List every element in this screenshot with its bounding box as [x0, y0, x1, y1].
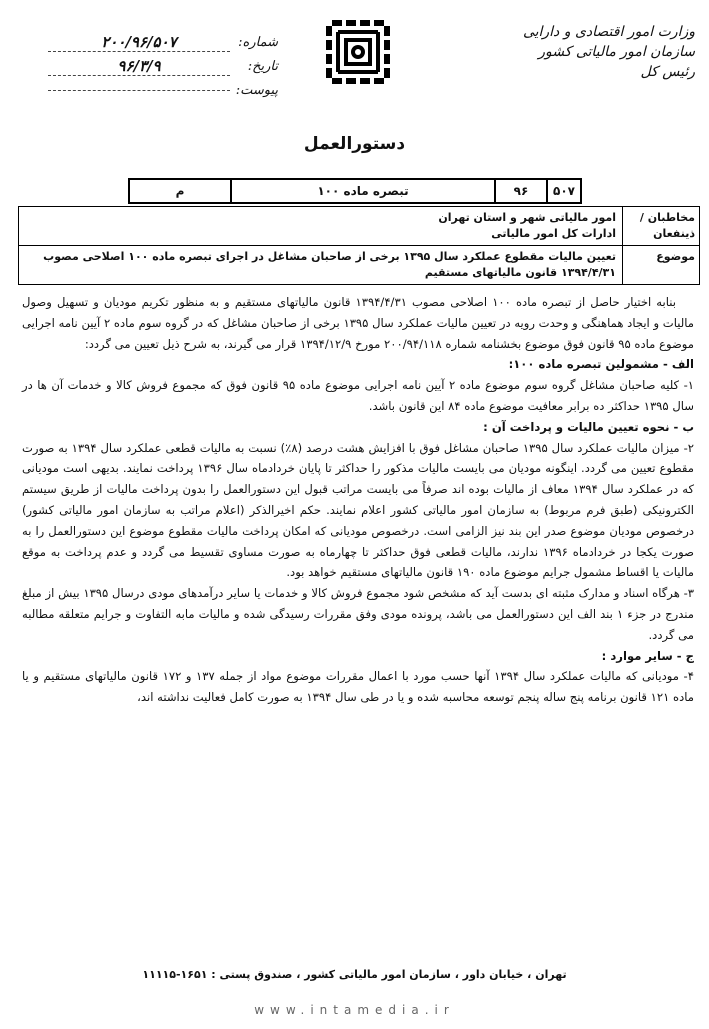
code-subject: تبصره ماده ۱۰۰	[230, 180, 494, 202]
clause-1: ۱- کلیه صاحبان مشاغل گروه سوم موضوع ماده ۲ آیین نامه اجرایی موضوع ماده ۹۵ قانون فوق که مجموع فروش کالا و خدمات آن ها در سال ۱۳۹۵ حداکثر ده برابر معافیت موضوع ماده ۸۴ این قانون باشد.	[22, 378, 694, 413]
subject-row	[19, 245, 699, 284]
ministry-heading	[485, 22, 695, 82]
section-be-heading: ب - نحوه تعیین مالیات و پرداخت آن :	[483, 419, 694, 434]
document-title: دستورالعمل	[303, 134, 406, 154]
date-row	[48, 54, 278, 78]
clause-4: ۴- مودیانی که مالیات عملکرد سال ۱۳۹۴ آنها حسب مورد با اعمال مقررات موضوع مواد از جمله ۱۳۷ و ۱۷۲ قانون مالیاتهای مستقیم و یا ماده ۱۲۱ قانون برنامه پنج ساله پنجم توسعه محاسبه شده و یا در طی سال ۱۳۹۴ به صورت کامل فعالیت نداشته اند،	[22, 669, 694, 705]
number-label: شماره:	[238, 34, 278, 50]
code-year: ۹۶	[494, 180, 546, 202]
code-letter: م	[175, 184, 185, 198]
number-value: ۲۰۰/۹۶/۵۰۷	[48, 33, 230, 52]
recipients-value	[19, 207, 622, 245]
footer-website: www.intamedia.ir	[254, 1003, 455, 1017]
code-number: ۵۰۷	[546, 180, 580, 202]
date-label: تاریخ:	[247, 58, 278, 74]
number-row	[48, 30, 278, 54]
tax-organization-emblem-icon	[318, 12, 398, 92]
ministry-line-3: رئیس کل	[640, 64, 695, 80]
date-value: ۹۶/۳/۹	[48, 57, 230, 76]
clause-3: ۳- هرگاه اسناد و مدارک مثبته ای بدست آید که مشخص شود مجموع فروش کالا و خدمات یا سایر درآمدهای مودی درسال ۱۳۹۵ بیش از مبلغ مندرج در جزء ۱ بند الف این دستورالعمل می باشد، پرونده مودی وفق مقررات رسیدگی شده و مالیات مابه التفاوت و جرایم متعلقه مطالبه می گردد.	[22, 586, 694, 642]
footer-address: تهران ، خیابان داور ، سازمان امور مالیاتی کشور ، صندوق پستی : ۱۶۵۱-۱۱۱۱۵	[142, 968, 567, 981]
recipients-label: مخاطبان / ذینفعان	[622, 207, 699, 245]
ministry-line-1: وزارت امور اقتصادی و دارایی	[522, 24, 695, 40]
instruction-code-strip	[128, 178, 582, 204]
subject-text: تعیین مالیات مقطوع عملکرد سال ۱۳۹۵ برخی از صاحبان مشاغل در اجرای تبصره ماده ۱۰۰ اصلاحی مصوب ۱۳۹۴/۴/۳۱ قانون مالیاتهای مستقیم	[43, 250, 616, 279]
attachment-label: پیوست:	[235, 82, 278, 98]
section-jim-heading: ج - سایر موارد :	[601, 648, 694, 663]
letter-meta	[48, 30, 278, 102]
recipient-line-1: امور مالیاتی شهر و استان تهران	[438, 211, 616, 224]
clause-2: ۲- میزان مالیات عملکرد سال ۱۳۹۵ صاحبان مشاغل فوق با افزایش هشت درصد (۸٪) نسبت به مالیات قطعی عملکرد سال ۱۳۹۴ به صورت مقطوع تعیین می گردد. اینگونه مودیان می بایست مالیات مذکور را حداکثر تا پایان خردادماه سال ۱۳۹۶ پرداخت نمایند. بدیهی است مودیانی که در عملکرد سال ۱۳۹۴ معاف از مالیات بوده اند صرفاً می بایست مراتب قبول این دستورالعمل را بدون پرداخت مالیات از طریق سیستم الکترونیکی (طبق فرم مربوط) به سازمان امور مالیاتی کشور اعلام نمایند. حکم اخیرالذکر (اعلام مراتب به سازمان امور مالیاتی کشور) درخصوص مودیان موضوع صدر این بند نیز الزامی است. درخصوص مودیانی که امکان پرداخت مالیات مقطوع موضوع این دستورالعمل را به صورت یکجا در خردادماه ۱۳۹۶ ندارند، مالیات قطعی فوق حداکثر تا چهارماه به صورت مساوی تقسیط می گردد و عدم پرداخت به موقع مالیات یا اقساط مشمول جرایم موضوع ماده ۱۹۰ قانون مالیاتهای مستقیم خواهد بود.	[22, 440, 694, 580]
subject-label: موضوع	[622, 246, 699, 284]
intro-paragraph: بنابه اختیار حاصل از تبصره ماده ۱۰۰ اصلاحی مصوب ۱۳۹۴/۴/۳۱ قانون مالیاتهای مستقیم و به منظور تکریم مودیان و تسهیل وصول مالیات و ایجاد هماهنگی و وحدت رویه در تعیین مالیات عملکرد سال ۱۳۹۵ برخی از صاحبان مشاغل که در گروه سوم ماده ۲ آیین نامه اجرایی موضوع ماده ۹۵ قانون فوق موضوع بخشنامه شماره ۲۰۰/۹۴/۱۱۸ مورخ ۱۳۹۴/۱۲/۹ قرار می گیرند، به شرح ذیل تعیین می گردد:	[22, 295, 695, 351]
attachment-value	[48, 90, 230, 91]
attachment-row	[48, 78, 278, 102]
ministry-line-2: سازمان امور مالیاتی کشور	[538, 44, 695, 60]
recipient-line-2: ادارات کل امور مالیاتی	[491, 227, 616, 240]
instruction-body	[22, 292, 694, 708]
section-alef-heading: الف - مشمولین تبصره ماده ۱۰۰:	[508, 357, 694, 372]
recipients-table	[18, 206, 700, 285]
recipients-row	[19, 207, 699, 245]
